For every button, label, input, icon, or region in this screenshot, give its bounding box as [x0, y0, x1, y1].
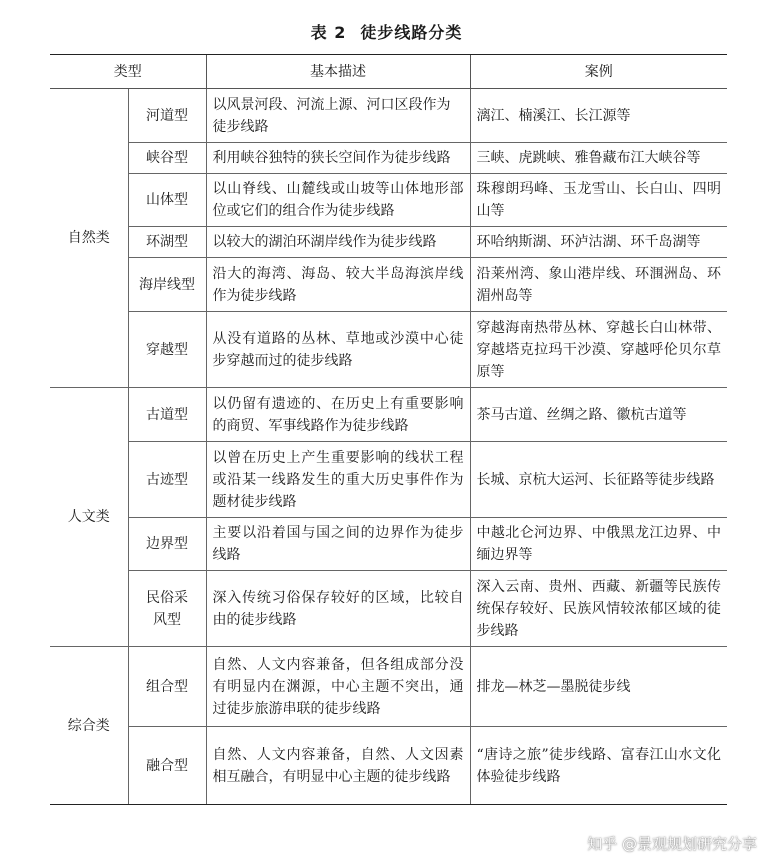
table-row	[50, 388, 727, 442]
row-type: 古道型	[128, 388, 206, 442]
watermark: 知乎 @景观规划研究分享	[587, 835, 757, 853]
row-examples: 茶马古道、丝绸之路、徽杭古道等	[470, 388, 727, 442]
table-row	[50, 143, 727, 174]
row-type: 山体型	[128, 174, 206, 227]
table-row	[50, 174, 727, 227]
row-examples: 漓江、楠溪江、长江源等	[470, 89, 727, 143]
row-type: 古迹型	[128, 442, 206, 518]
header-examples: 案例	[470, 55, 727, 89]
row-description: 深入传统习俗保存较好的区域，比较自由的徒步线路	[206, 571, 470, 647]
row-description: 主要以沿着国与国之间的边界作为徒步线路	[206, 518, 470, 571]
table-row	[50, 89, 727, 143]
row-description: 以山脊线、山麓线或山坡等山体地形部位或它们的组合作为徒步线路	[206, 174, 470, 227]
row-description: 以仍留有遗迹的、在历史上有重要影响的商贸、军事线路作为徒步线路	[206, 388, 470, 442]
table-number: 表 2	[310, 23, 347, 42]
row-type: 边界型	[128, 518, 206, 571]
row-type: 民俗采风型	[128, 571, 206, 647]
table-row	[50, 312, 727, 388]
row-examples: 环哈纳斯湖、环泸沽湖、环千岛湖等	[470, 227, 727, 258]
group-name: 综合类	[50, 647, 128, 805]
table-row	[50, 647, 727, 727]
header-category: 类型	[50, 55, 206, 89]
table-row	[50, 518, 727, 571]
table-row	[50, 571, 727, 647]
row-description: 从没有道路的丛林、草地或沙漠中心徒步穿越而过的徒步线路	[206, 312, 470, 388]
row-description: 以风景河段、河流上源、河口区段作为徒步线路	[206, 89, 470, 143]
group-name: 人文类	[50, 388, 128, 647]
row-type: 穿越型	[128, 312, 206, 388]
row-description: 以较大的湖泊环湖岸线作为徒步线路	[206, 227, 470, 258]
table-row	[50, 258, 727, 312]
header-description: 基本描述	[206, 55, 470, 89]
row-examples: 排龙—林芝—墨脱徒步线	[470, 647, 727, 727]
table-title-text: 徒步线路分类	[360, 23, 463, 42]
row-type: 海岸线型	[128, 258, 206, 312]
row-examples: 中越北仑河边界、中俄黑龙江边界、中缅边界等	[470, 518, 727, 571]
row-examples: 深入云南、贵州、西藏、新疆等民族传统保存较好、民族风情较浓郁区域的徒步线路	[470, 571, 727, 647]
table-title	[0, 20, 773, 43]
row-description: 以曾在历史上产生重要影响的线状工程或沿某一线路发生的重大历史事件作为题材徒步线路	[206, 442, 470, 518]
group-name: 自然类	[50, 89, 128, 388]
table-row	[50, 227, 727, 258]
row-description: 沿大的海湾、海岛、较大半岛海滨岸线作为徒步线路	[206, 258, 470, 312]
row-examples: 沿莱州湾、象山港岸线、环涠洲岛、环湄州岛等	[470, 258, 727, 312]
row-type: 组合型	[128, 647, 206, 727]
row-examples: 三峡、虎跳峡、雅鲁藏布江大峡谷等	[470, 143, 727, 174]
row-type: 环湖型	[128, 227, 206, 258]
route-classification-table	[50, 54, 727, 805]
row-examples: “唐诗之旅”徒步线路、富春江山水文化体验徒步线路	[470, 727, 727, 805]
row-type: 融合型	[128, 727, 206, 805]
row-description: 利用峡谷独特的狭长空间作为徒步线路	[206, 143, 470, 174]
row-examples: 长城、京杭大运河、长征路等徒步线路	[470, 442, 727, 518]
row-examples: 穿越海南热带丛林、穿越长白山林带、穿越塔克拉玛干沙漠、穿越呼伦贝尔草原等	[470, 312, 727, 388]
row-description: 自然、人文内容兼备，但各组成部分没有明显内在渊源，中心主题不突出，通过徒步旅游串联的徒步线路	[206, 647, 470, 727]
header-row	[50, 55, 727, 89]
row-description: 自然、人文内容兼备，自然、人文因素相互融合，有明显中心主题的徒步线路	[206, 727, 470, 805]
table-row	[50, 727, 727, 805]
table-row	[50, 442, 727, 518]
row-type: 河道型	[128, 89, 206, 143]
row-examples: 珠穆朗玛峰、玉龙雪山、长白山、四明山等	[470, 174, 727, 227]
row-type: 峡谷型	[128, 143, 206, 174]
